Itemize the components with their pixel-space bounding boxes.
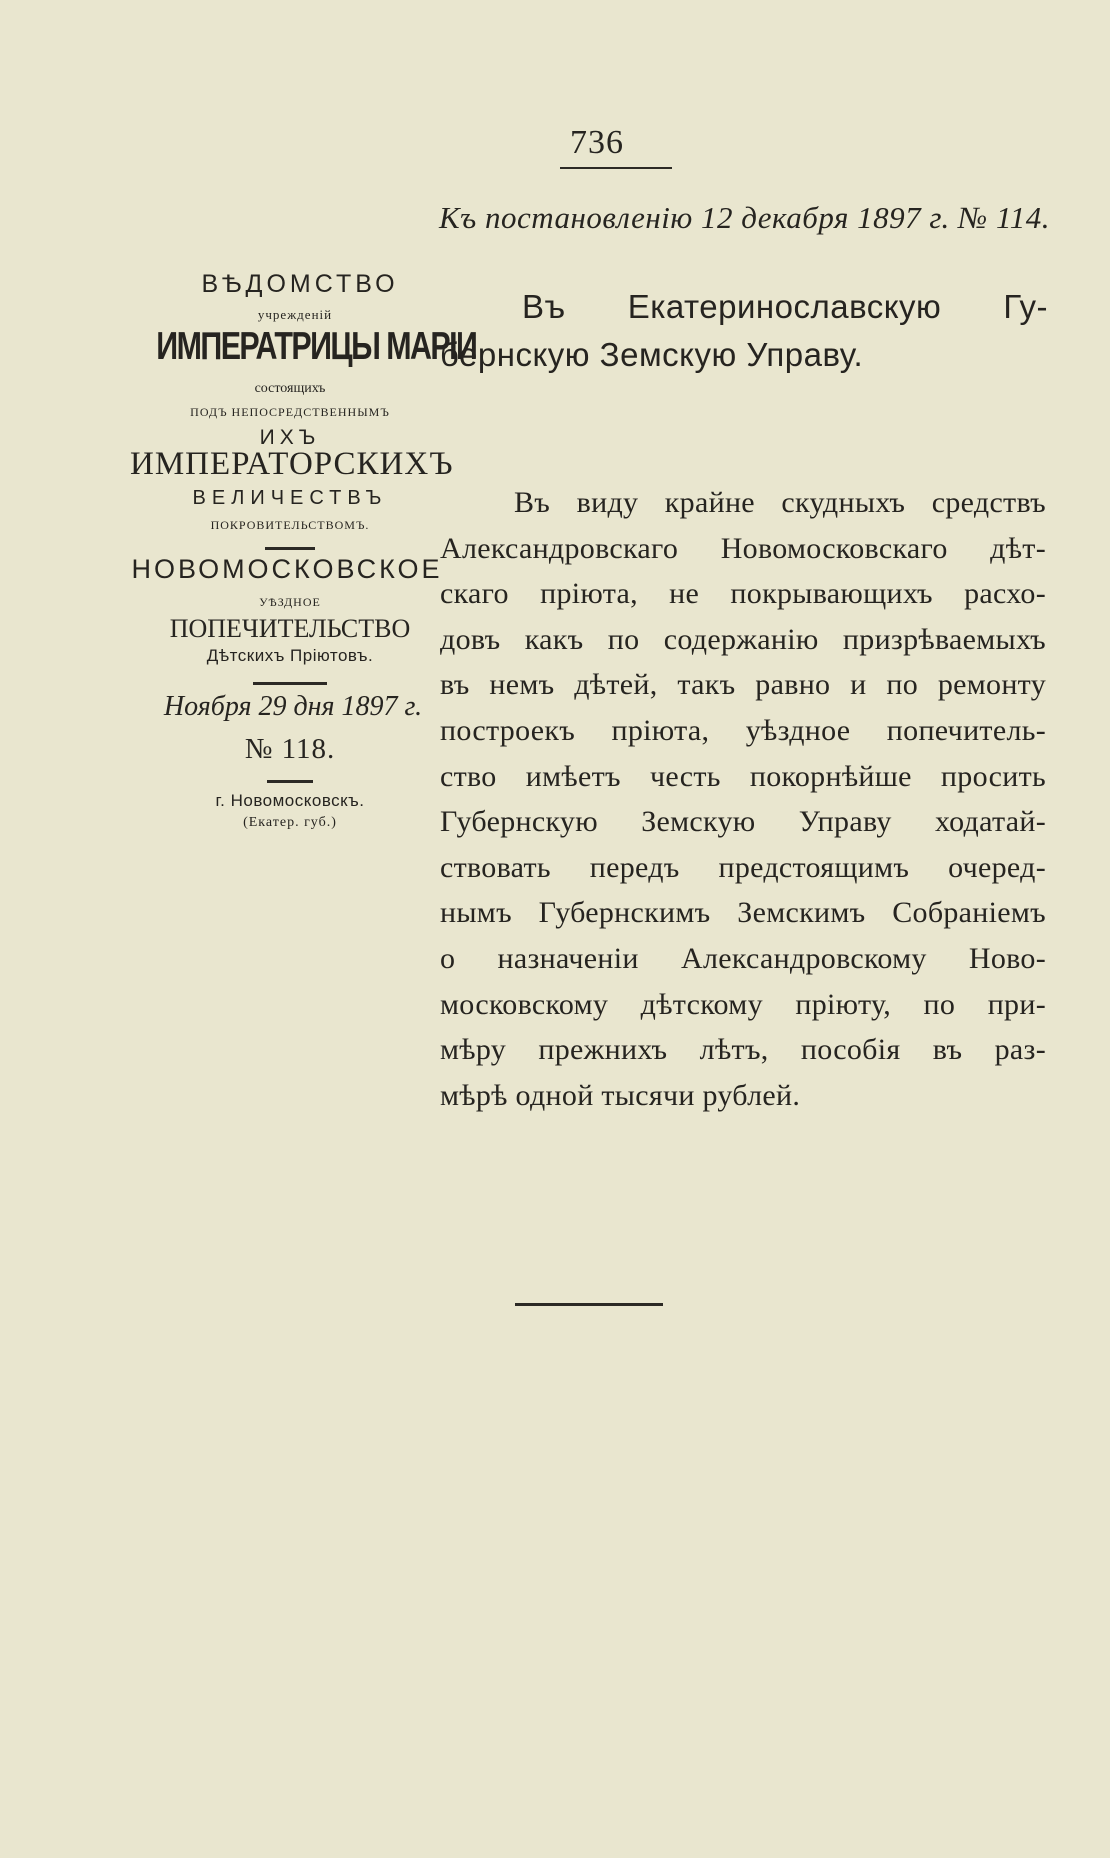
sender-highness: ВЕЛИЧЕСТВЪ <box>192 487 388 509</box>
body-line: ство имѣетъ честь покорнѣйше просить <box>440 759 1046 793</box>
body-line: Губернскую Земскую Управу ходатай- <box>440 805 1046 839</box>
addressee-line: бернскую Земскую Управу. <box>440 336 864 373</box>
body-line: мѣру прежнихъ лѣтъ, пособія въ раз- <box>440 1033 1046 1067</box>
sender-district: УѢЗДНОЕ <box>259 595 321 609</box>
sender-their: ИХЪ <box>259 426 321 449</box>
divider <box>265 547 315 550</box>
end-divider <box>515 1303 663 1306</box>
letter-date: Ноября 29 дня 1897 г. <box>163 691 423 722</box>
divider <box>267 780 313 783</box>
letter-number: № 118. <box>244 733 336 765</box>
sender-region: (Екатер. губ.) <box>243 815 337 830</box>
addressee <box>440 283 1048 379</box>
sender-empress: ИМПЕРАТРИЦЫ МАРІИ <box>156 325 477 368</box>
page-number: 736 <box>570 124 624 161</box>
sender-consisting: состоящихъ <box>254 381 326 396</box>
sender-patronage: ПОКРОВИТЕЛЬСТВОМЪ. <box>210 518 370 532</box>
sender-institutions: учрежденій <box>257 307 333 322</box>
body-line: построекъ пріюта, уѣздное попечитель- <box>440 713 1046 747</box>
resolution-reference: Къ постановленію 12 декабря 1897 г. № 114. <box>439 200 1050 235</box>
sender-under: ПОДЪ НЕПОСРЕДСТВЕННЫМЪ <box>190 405 390 419</box>
body-line: Въ виду крайне скудныхъ средствъ <box>514 486 1046 519</box>
page-number-underline <box>560 167 672 169</box>
body-line: ствовать передъ предстоящимъ очеред- <box>440 850 1046 884</box>
sender-block <box>130 270 477 831</box>
body-line: въ немъ дѣтей, такъ равно и по ремонту <box>440 668 1046 702</box>
addressee-line: Въ Екатеринославскую Гу- <box>522 288 1048 325</box>
body-line: московскому дѣтскому пріюту, по при- <box>440 987 1046 1021</box>
body-line: нымъ Губернскимъ Земскимъ Собраніемъ <box>440 896 1046 930</box>
body-line: Александровскаго Новомосковскаго дѣт- <box>440 531 1046 565</box>
body-line: о назначеніи Александровскому Ново- <box>440 941 1046 975</box>
divider <box>253 682 327 685</box>
sender-imperial: ИМПЕРАТОРСКИХЪ <box>130 446 454 482</box>
body-line: мѣрѣ одной тысячи рублей. <box>440 1078 801 1112</box>
body-line: скаго пріюта, не покрывающихъ расхо- <box>440 577 1046 611</box>
sender-trusteeship: ПОПЕЧИТЕЛЬСТВО <box>169 614 411 643</box>
letter-body <box>440 480 1046 1118</box>
sender-office: НОВОМОСКОВСКОЕ <box>131 554 443 584</box>
body-line: довъ какъ по содержанію призрѣваемыхъ <box>440 622 1046 656</box>
sender-city: г. Новомосковскъ. <box>215 791 365 810</box>
sender-department: ВѢДОМСТВО <box>201 270 399 298</box>
sender-shelters: Дѣтскихъ Пріютовъ. <box>206 646 374 665</box>
